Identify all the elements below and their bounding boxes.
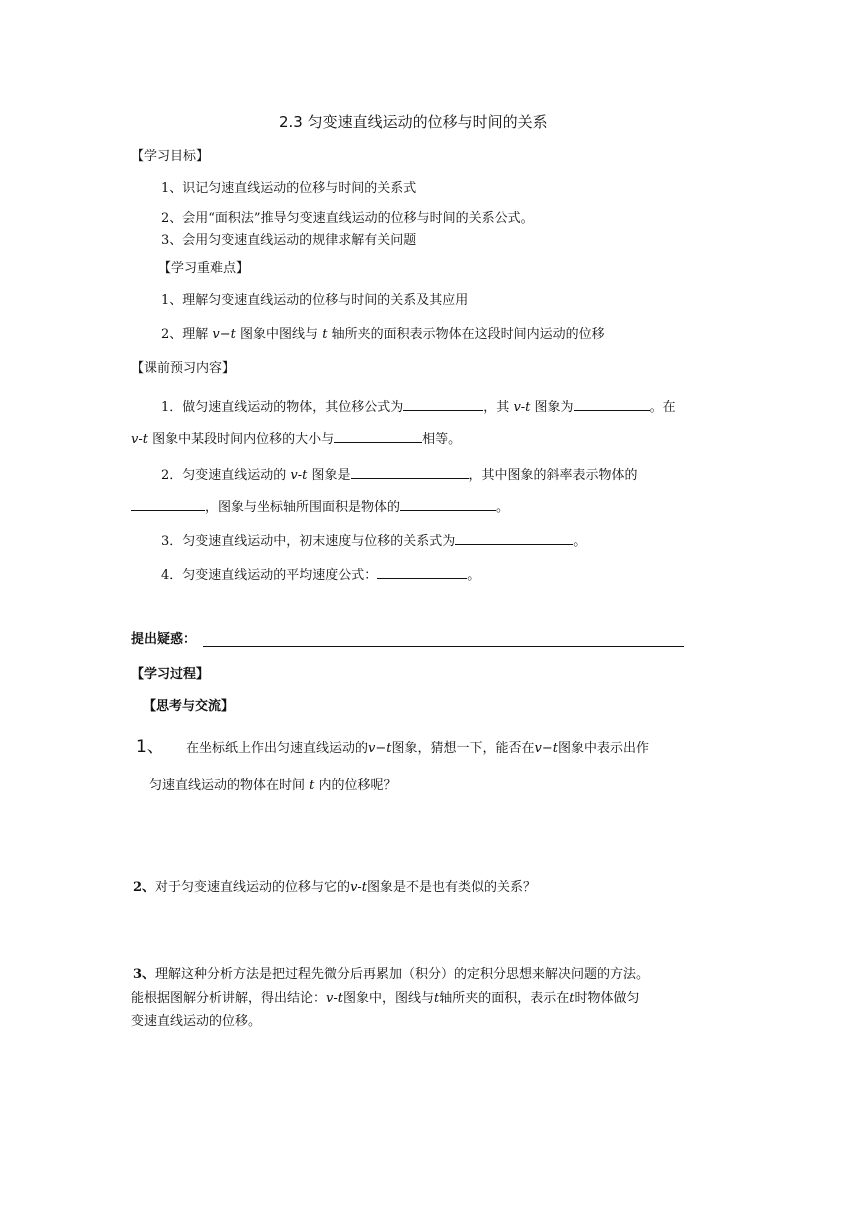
- process-question-1-line-2: 匀速直线运动的物体在时间 t 内的位移呢？: [149, 778, 397, 793]
- process-question-3-line-3: 变速直线运动的位移。: [131, 1014, 262, 1029]
- process-question-3-line-1: 3、理解这种分析方法是把过程先微分后再累加（积分）的定积分思想来解决问题的方法。: [133, 967, 650, 982]
- process-heading: 【学习过程】: [131, 667, 210, 682]
- objectives-heading: 【学习目标】: [131, 149, 210, 164]
- think-and-discuss-heading: 【思考与交流】: [143, 699, 235, 714]
- key-point-item-1: 1、理解匀变速直线运动的位移与时间的关系及其应用: [161, 293, 469, 308]
- key-points-heading: 【学习重难点】: [158, 261, 250, 276]
- preview-question-1-line-1: 1．做匀速直线运动的物体，其位移公式为 ，其 v-t 图象为 。在: [161, 396, 676, 417]
- answer-blank[interactable]: [400, 496, 496, 511]
- page-title: 2.3 匀变速直线运动的位移与时间的关系: [279, 113, 548, 131]
- preview-question-3: 3．匀变速直线运动中，初末速度与位移的关系式为 。: [161, 530, 586, 551]
- answer-blank[interactable]: [455, 530, 573, 545]
- objective-item-3: 3、会用匀变速直线运动的规律求解有关问题: [161, 233, 417, 248]
- key-point-item-2: 2、理解 v−t 图象中图线与 t 轴所夹的面积表示物体在这段时间内运动的位移: [161, 327, 605, 342]
- objective-item-1: 1、识记匀速直线运动的位移与时间的关系式: [161, 181, 417, 196]
- objective-item-2: 2、会用“面积法”推导匀变速直线运动的位移与时间的关系公式。: [161, 211, 534, 226]
- preview-question-2-line-1: 2．匀变速直线运动的 v-t 图象是 ，其中图象的斜率表示物体的: [161, 464, 638, 485]
- answer-blank[interactable]: [377, 564, 467, 579]
- process-question-1-line-1: 1、 在坐标纸上作出匀速直线运动的v−t图象，猜想一下，能否在v−t图象中表示出作: [136, 737, 649, 757]
- answer-blank[interactable]: [131, 496, 205, 511]
- preview-question-2-line-2: ，图象与坐标轴所围面积是物体的 。: [131, 496, 509, 517]
- process-question-2: 2、对于匀变速直线运动的位移与它的v-t图象是不是也有类似的关系？: [133, 880, 537, 895]
- preview-question-1-line-2: v-t 图象中某段时间内位移的大小与 相等。: [131, 428, 461, 449]
- answer-blank[interactable]: [403, 396, 483, 411]
- doubts-label: 提出疑惑：: [131, 632, 197, 647]
- preview-question-4: 4．匀变速直线运动的平均速度公式： 。: [161, 564, 480, 585]
- doubts-answer-line[interactable]: [203, 646, 684, 647]
- answer-blank[interactable]: [351, 464, 469, 479]
- answer-blank[interactable]: [334, 428, 422, 443]
- preview-heading: 【课前预习内容】: [131, 361, 236, 376]
- answer-blank[interactable]: [574, 396, 650, 411]
- process-question-3-line-2: 能根据图解分析讲解，得出结论：v-t图象中，图线与t轴所夹的面积，表示在t时物体做匀: [131, 991, 640, 1006]
